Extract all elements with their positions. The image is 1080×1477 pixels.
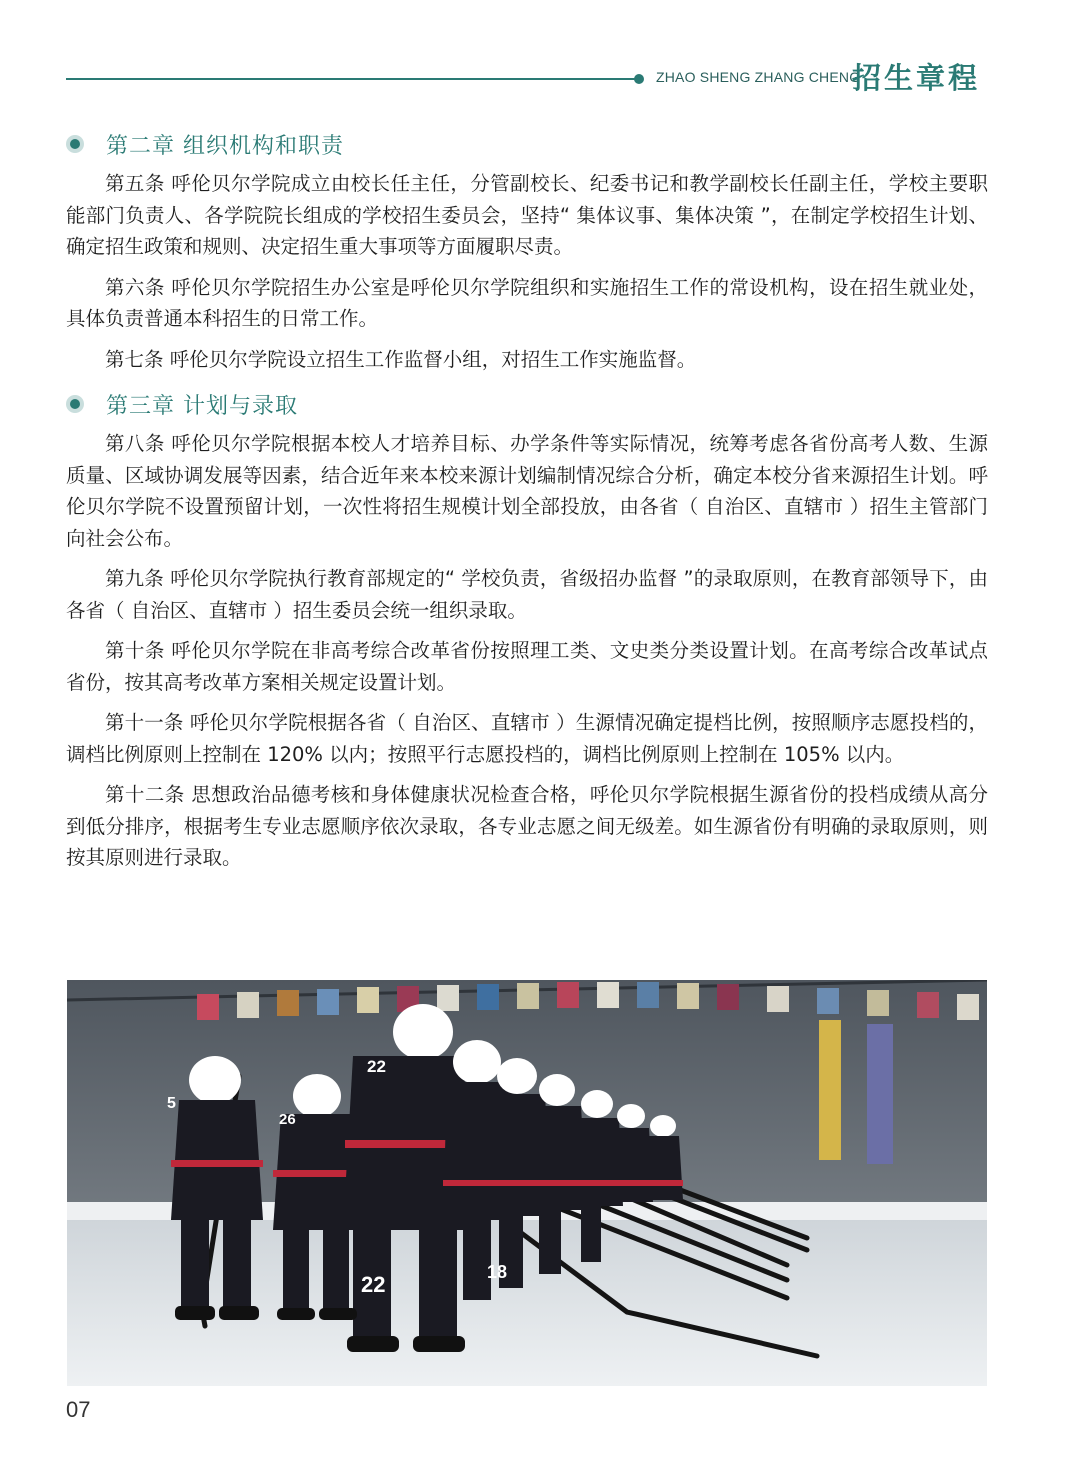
bullet-icon — [66, 395, 84, 413]
header-rule — [66, 78, 636, 80]
chapter-heading-2 — [66, 124, 988, 164]
header-title-en: ZHAO SHENG ZHANG CHENG — [656, 69, 861, 85]
article-content — [66, 124, 988, 883]
jersey-number: 18 — [487, 1262, 508, 1282]
chapter-title: 第三章 计划与录取 — [106, 393, 298, 419]
jersey-number: 22 — [367, 1057, 386, 1076]
banner — [819, 1020, 841, 1160]
chapter-heading-3 — [66, 384, 988, 424]
article-paragraph: 第十二条 思想政治品德考核和身体健康状况检查合格，呼伦贝尔学院根据生源省份的投档成绩从高分到低分排序，根据考生专业志愿顺序依次录取，各专业志愿之间无级差。如生源省份有明确的录取原则，则按其原则进行录取。 — [66, 783, 988, 869]
article-paragraph: 第六条 呼伦贝尔学院招生办公室是呼伦贝尔学院组织和实施招生工作的常设机构，设在招生就业处，具体负责普通本科招生的日常工作。 — [66, 275, 988, 330]
article-paragraph: 第五条 呼伦贝尔学院成立由校长任主任，分管副校长、纪委书记和教学副校长任副主任，学校主要职能部门负责人、各学院院长组成的学校招生委员会，坚持“ 集体议事、集体决策 ”，在制定学校招生计划、确定招生政策和规则、决定招生重大事项等方面履职尽责。 — [66, 172, 988, 258]
hockey-team-photo — [67, 980, 987, 1386]
article-paragraph: 第八条 呼伦贝尔学院根据本校人才培养目标、办学条件等实际情况，统筹考虑各省份高考人数、生源质量、区域协调发展等因素，结合近年来本校来源计划编制情况综合分析，确定本校分省来源招生计划。呼伦贝尔学院不设置预留计划，一次性将招生规模计划全部投放，由各省（ 自治区、直辖市 ）招生主管部门向社会公布。 — [66, 432, 988, 550]
article-paragraph: 第九条 呼伦贝尔学院执行教育部规定的“ 学校负责，省级招办监督 ”的录取原则，在教育部领导下，由各省（ 自治区、直辖市 ）招生委员会统一组织录取。 — [66, 567, 988, 622]
header-title-cn: 招生章程 — [852, 61, 981, 95]
article-paragraph: 第十一条 呼伦贝尔学院根据各省（ 自治区、直辖市 ）生源情况确定提档比例，按照顺序志愿投档的，调档比例原则上控制在 120% 以内；按照平行志愿投档的，调档比例原则上控制在 105% 以内。 — [66, 711, 988, 766]
article-paragraph: 第十条 呼伦贝尔学院在非高考综合改革省份按照理工类、文史类分类设置计划。在高考综合改革试点省份，按其高考改革方案相关规定设置计划。 — [66, 639, 988, 694]
jersey-number: 22 — [361, 1272, 386, 1297]
bullet-icon — [66, 135, 84, 153]
jersey-number: 26 — [279, 1111, 296, 1128]
chapter-title: 第二章 组织机构和职责 — [106, 133, 344, 159]
page-number: 07 — [66, 1397, 91, 1422]
banner — [867, 1024, 893, 1164]
header-dot — [634, 74, 644, 84]
hockey-photo-illustration — [67, 980, 987, 1386]
article-paragraph: 第七条 呼伦贝尔学院设立招生工作监督小组，对招生工作实施监督。 — [105, 347, 697, 371]
jersey-number: 5 — [167, 1095, 176, 1112]
